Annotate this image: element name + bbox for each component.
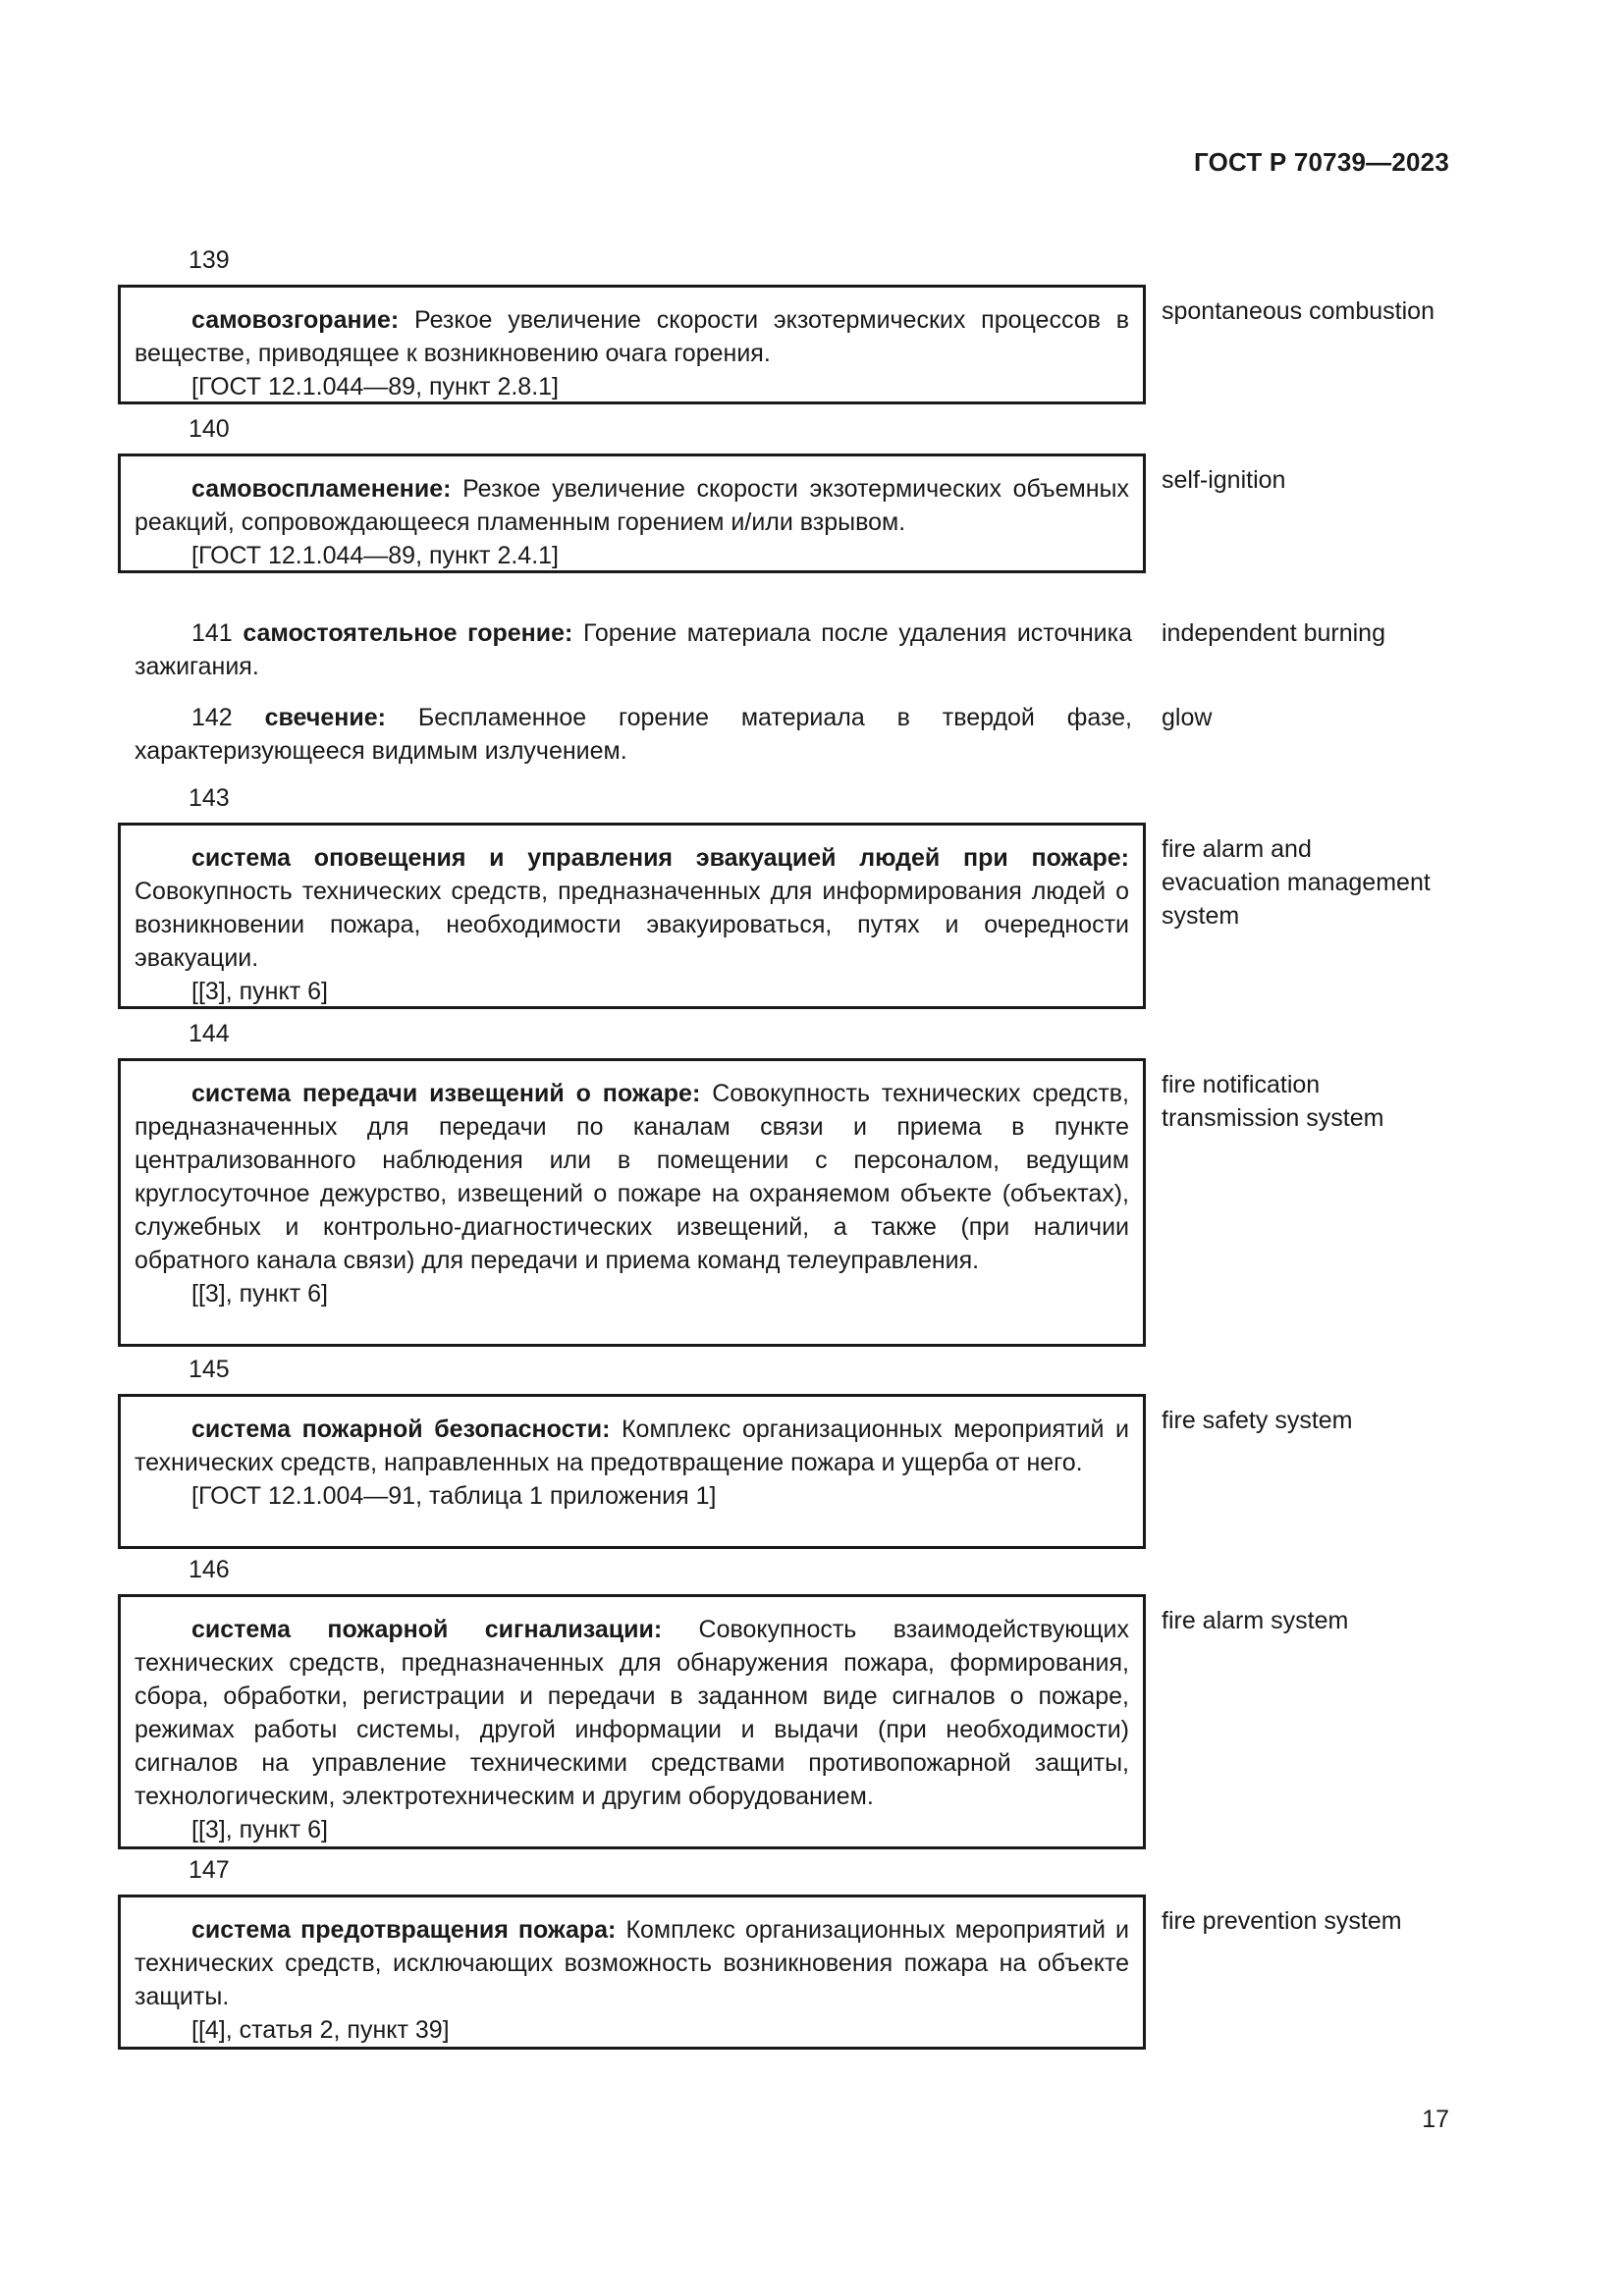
- english-equivalent: fire prevention system: [1162, 1907, 1402, 1935]
- definition-text: [135, 472, 1129, 539]
- term-name: свечение:: [264, 704, 386, 731]
- term-name: самостоятельное горение:: [243, 619, 573, 647]
- term-number: 143: [189, 784, 230, 812]
- source-reference: [[3], пункт 6]: [191, 978, 328, 1005]
- term-definition: Совокупность взаимодействующих технических средств, предназначенных для обнаружения пожара, формирования, сбора, обработки, регистрации и передачи в заданном виде сигналов о пожаре, режимах работы системы, другой информации и выдачи (при необходимости) сигналов на управление техническими средствами противопожарной защиты, технологическим, электротехническим и другим оборудованием.: [135, 1616, 1129, 1810]
- english-equivalent: fire alarm and evacuation management system: [1162, 835, 1431, 930]
- term-definition: Резкое увеличение скорости экзотермических процессов в веществе, приводящее к возникновению очага горения.: [135, 306, 1129, 367]
- definition-text: [135, 841, 1129, 975]
- english-equivalent: fire safety system: [1162, 1407, 1353, 1434]
- english-equivalent: fire alarm system: [1162, 1607, 1349, 1634]
- term-number: 146: [189, 1556, 230, 1583]
- term-number: 139: [189, 246, 230, 274]
- source-reference: [[4], статья 2, пункт 39]: [191, 2016, 450, 2044]
- definition-text: [135, 616, 1132, 683]
- definition-plain: [118, 616, 1146, 683]
- term-name: система пожарной безопасности:: [191, 1415, 611, 1443]
- term-number: 142: [191, 704, 233, 731]
- definition-plain: [118, 701, 1146, 768]
- definition-box: [118, 1058, 1146, 1347]
- source-reference: [ГОСТ 12.1.004—91, таблица 1 приложения 1]: [191, 1482, 717, 1510]
- term-name: система оповещения и управления эвакуацией людей при пожаре:: [191, 844, 1129, 872]
- definition-box: [118, 1594, 1146, 1849]
- definition-text: [135, 1077, 1129, 1277]
- definition-text: [135, 1613, 1129, 1813]
- definition-box: [118, 1394, 1146, 1549]
- term-definition: Горение материала после удаления источника зажигания.: [135, 619, 1133, 680]
- source-reference: [ГОСТ 12.1.044—89, пункт 2.4.1]: [191, 542, 559, 569]
- term-definition: Комплекс организационных мероприятий и технических средств, исключающих возможность возникновения пожара на объекте защиты.: [135, 1916, 1129, 2010]
- definition-text: [135, 701, 1132, 768]
- term-definition: Совокупность технических средств, предназначенных для передачи по каналам связи и приема в пункте централизованного наблюдения или в помещении с персоналом, ведущим круглосуточное дежурство, извещений о пожаре на охраняемом объекте (объектах), служебных и контрольно-диагностических извещений, а также (при наличии обратного канала связи) для передачи и приема команд телеуправления.: [135, 1080, 1129, 1274]
- english-equivalent: fire notification transmission system: [1162, 1071, 1384, 1132]
- definition-text: [135, 1913, 1129, 2013]
- term-name: самовозгорание:: [191, 306, 400, 334]
- definition-text: [135, 1413, 1129, 1479]
- term-number: 140: [189, 415, 230, 443]
- source-reference: [[3], пункт 6]: [191, 1816, 328, 1843]
- term-number: 144: [189, 1020, 230, 1047]
- source-reference: [ГОСТ 12.1.044—89, пункт 2.8.1]: [191, 373, 559, 400]
- definition-box: [118, 454, 1146, 573]
- term-name: система предотвращения пожара:: [191, 1916, 617, 1944]
- source-reference: [[3], пункт 6]: [191, 1280, 328, 1308]
- english-equivalent: self-ignition: [1162, 466, 1286, 494]
- definition-box: [118, 823, 1146, 1009]
- term-definition: Резкое увеличение скорости экзотермических объемных реакций, сопровождающееся пламенным горением и/или взрывом.: [135, 475, 1129, 536]
- term-definition: Беспламенное горение материала в твердой фазе, характеризующееся видимым излучением.: [135, 704, 1132, 765]
- definition-box: [118, 1895, 1146, 2050]
- definition-text: [135, 303, 1129, 370]
- page-number: 17: [1422, 2106, 1449, 2133]
- english-equivalent: spontaneous combustion: [1162, 297, 1435, 325]
- definition-box: [118, 285, 1146, 404]
- term-name: самовоспламенение:: [191, 475, 452, 503]
- term-name: система пожарной сигнализации:: [191, 1616, 663, 1643]
- term-number: 145: [189, 1356, 230, 1383]
- english-equivalent: independent burning: [1162, 619, 1385, 647]
- term-definition: Комплекс организационных мероприятий и технических средств, направленных на предотвращение пожара и ущерба от него.: [135, 1415, 1129, 1476]
- document-id-header: ГОСТ Р 70739—2023: [1194, 147, 1449, 177]
- term-number: 141: [191, 619, 233, 647]
- term-definition: Совокупность технических средств, предназначенных для информирования людей о возникновении пожара, необходимости эвакуироваться, путях и очередности эвакуации.: [135, 878, 1129, 972]
- english-equivalent: glow: [1162, 704, 1213, 731]
- term-number: 147: [189, 1856, 230, 1884]
- term-name: система передачи извещений о пожаре:: [191, 1080, 701, 1107]
